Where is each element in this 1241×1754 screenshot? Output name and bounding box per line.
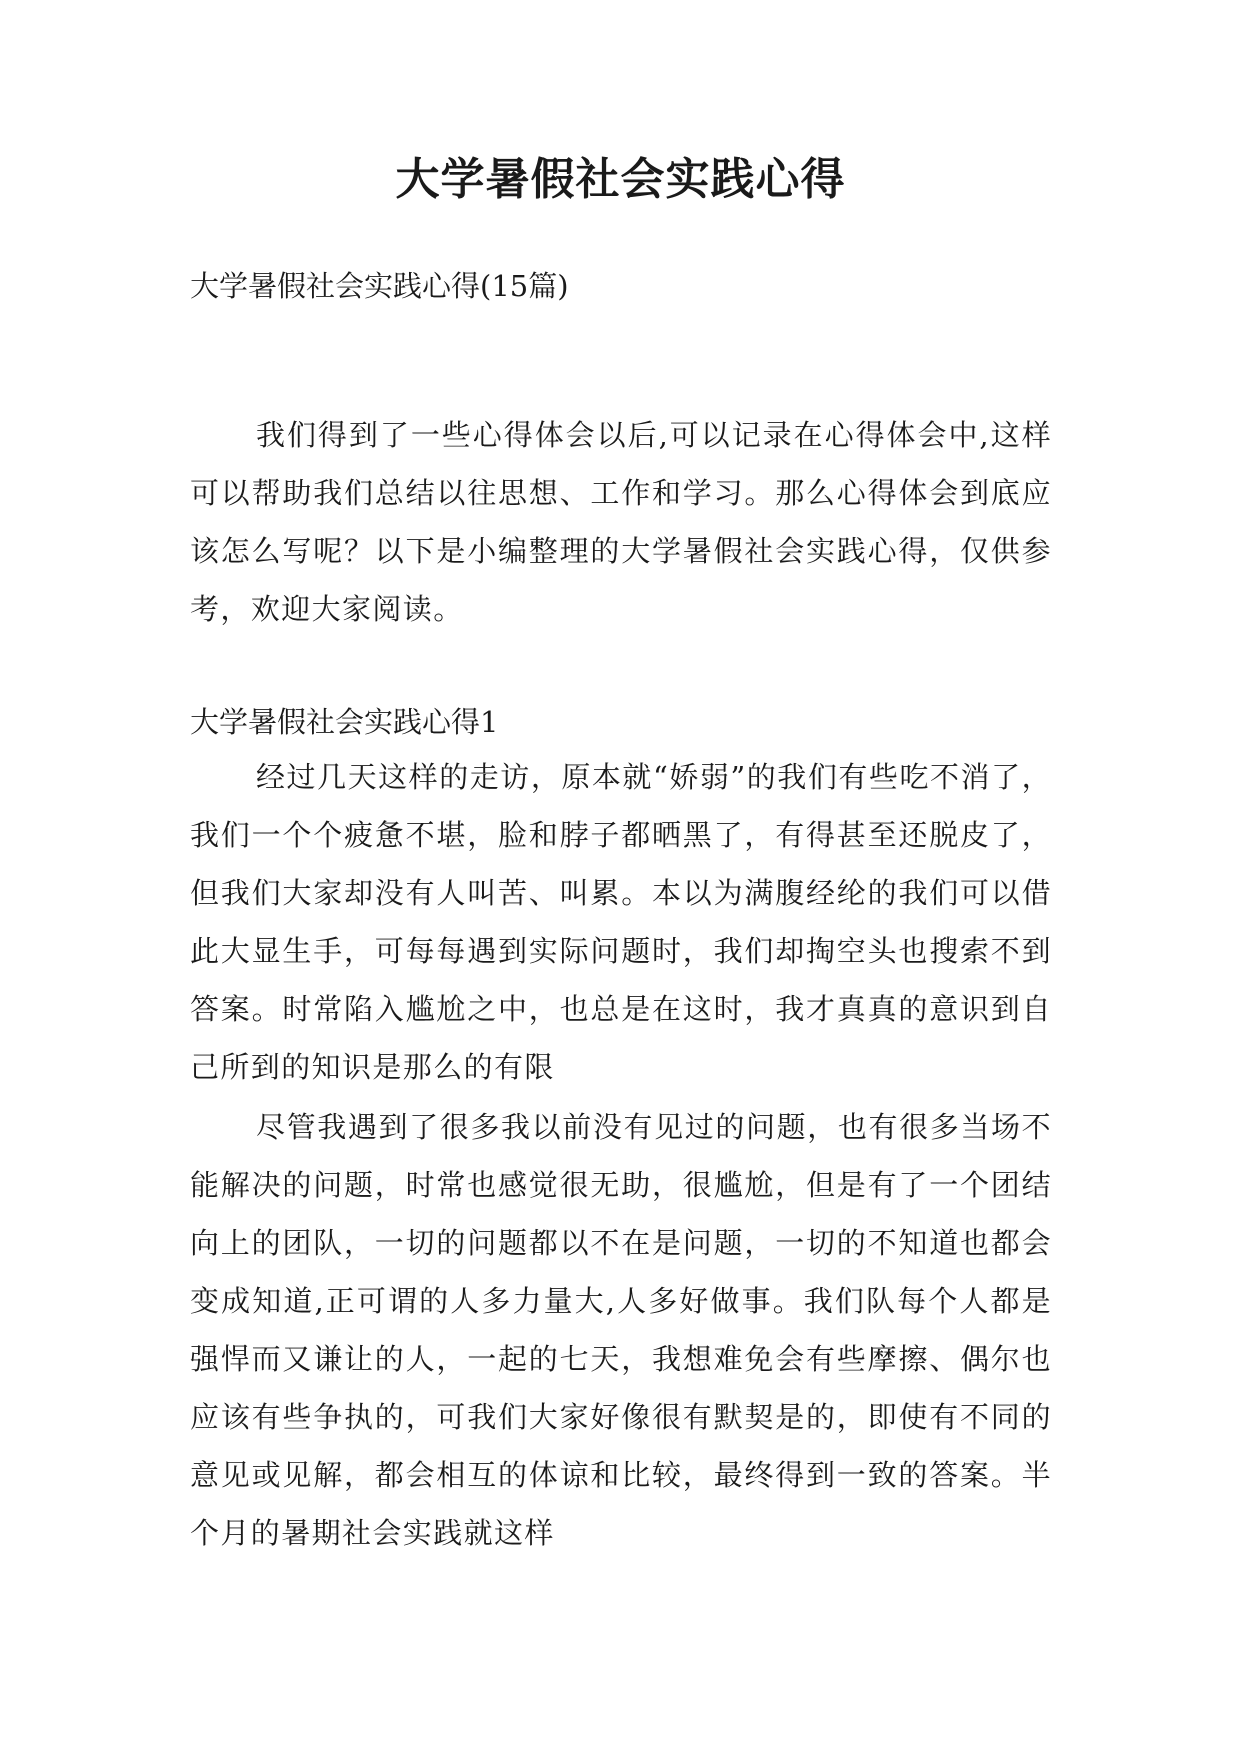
intro-paragraph: 我们得到了一些心得体会以后,可以记录在心得体会中,这样可以帮助我们总结以往思想、工作和学习。那么心得体会到底应该怎么写呢？以下是小编整理的大学暑假社会实践心得，仅供参考，欢迎大家阅读。 [190,418,1052,626]
body-paragraph: 经过几天这样的走访，原本就“娇弱”的我们有些吃不消了，我们一个个疲惫不堪，脸和脖子都晒黑了，有得甚至还脱皮了，但我们大家却没有人叫苦、叫累。本以为满腹经纶的我们可以借此大显生手，可每每遇到实际问题时，我们却掏空头也搜索不到答案。时常陷入尴尬之中，也总是在这时，我才真真的意识到自己所到的知识是那么的有限 [190,760,1052,1084]
section-heading: 大学暑假社会实践心得1 [190,705,499,739]
body-paragraph: 尽管我遇到了很多我以前没有见过的问题，也有很多当场不能解决的问题，时常也感觉很无助，很尴尬，但是有了一个团结向上的团队，一切的问题都以不在是问题，一切的不知道也都会变成知道,正可谓的人多力量大,人多好做事。我们队每个人都是强悍而又谦让的人，一起的七天，我想难免会有些摩擦、偶尔也应该有些争执的，可我们大家好像很有默契是的，即使有不同的意见或见解，都会相互的体谅和比较，最终得到一致的答案。半个月的暑期社会实践就这样 [190,1110,1052,1550]
document-subtitle: 大学暑假社会实践心得(15篇) [190,269,569,303]
document-title: 大学暑假社会实践心得 [395,154,846,205]
